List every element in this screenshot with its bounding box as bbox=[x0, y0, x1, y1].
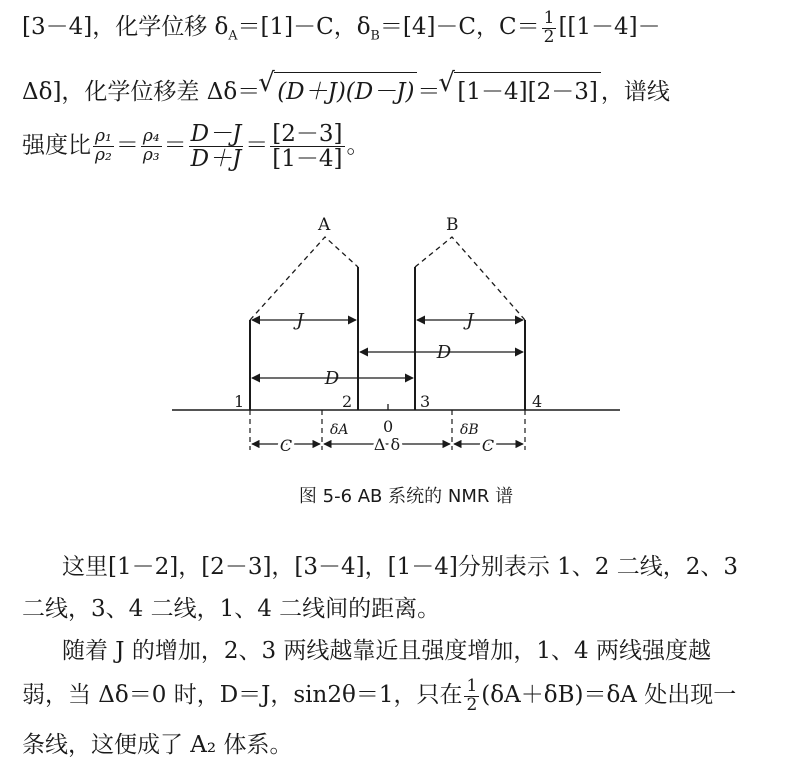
nmr-ab-diagram bbox=[160, 212, 640, 462]
label-D-upper: D bbox=[436, 342, 452, 363]
line-number-2: 2 bbox=[342, 392, 353, 411]
sqrt-expr-1: √ (D＋J)(D－J) bbox=[260, 72, 417, 106]
label-delta-A: δA bbox=[330, 422, 349, 438]
para2-line3: 随着 J 的增加，2、3 两线越靠近且强度增加，1、4 两线强度越 bbox=[62, 638, 711, 664]
para1-line3: 强度比 $\frac{\text{ρ₁}}{\text{ρ₂}}$ ＝ $\frac{\text{ρ₄}}{\text{ρ₃}}$ ＝ $\frac{D-J}{D+J}$ ＝ $\frac{[2-3]}{[1-4]}$ 。 bbox=[22, 121, 370, 173]
label-delta-B: δB bbox=[460, 422, 479, 438]
fraction-half: $\frac{1}{2}$ bbox=[543, 7, 555, 47]
para2-line1: 这里[1－2]，[2－3]，[3－4]，[1－4]分别表示 1、2 二线，2、3 bbox=[62, 554, 739, 580]
line-number-1: 1 bbox=[234, 392, 245, 411]
para2-line2: 二线，3、4 二线，1、4 二线间的距离。 bbox=[22, 596, 441, 622]
para1-line2: Δδ]，化学位移差 Δδ＝√ (D＋J)(D－J) ＝√ [1－4][2－3] ，谱线 bbox=[22, 72, 812, 106]
fraction-dj: $\frac{D-J}{D+J}$ bbox=[190, 121, 242, 173]
fraction-rho43: $\frac{\text{ρ₄}}{\text{ρ₃}}$ bbox=[142, 126, 160, 166]
fraction-half-2: $\frac{1}{2}$ bbox=[466, 675, 478, 715]
center-zero: 0 bbox=[383, 417, 394, 436]
label-delta-delta: Δ δ bbox=[373, 435, 401, 454]
figure-caption: 图 5-6 AB 系统的 NMR 谱 bbox=[298, 486, 514, 507]
label-C-left: C bbox=[279, 436, 293, 455]
envelope-A bbox=[250, 237, 358, 320]
label-J-left: J bbox=[296, 310, 304, 331]
envelope-B bbox=[415, 237, 525, 320]
sqrt-expr-2: √ [1－4][2－3] bbox=[440, 72, 600, 106]
line-number-3: 3 bbox=[420, 392, 431, 411]
label-D-lower: D bbox=[324, 368, 340, 389]
label-C-right: C bbox=[481, 436, 495, 455]
label-J-right: J bbox=[466, 310, 474, 331]
para2-line4: 弱，当 Δδ＝0 时，D＝J，sin2θ＝1，只在 $\frac{1}{2}$ (δA＋δB)＝δA 处出现一 bbox=[22, 675, 737, 715]
peak-label-B: B bbox=[446, 215, 459, 235]
line-number-4: 4 bbox=[532, 392, 543, 411]
para1-line1: [3－4]，化学位移 $\delta_A=[1]-C$，$\delta_B=[4]-C$，C＝ $\frac{1}{2}$ [[1－4]－ bbox=[22, 7, 661, 47]
para2-line5: 条线，这便成了 A₂ 体系。 bbox=[22, 732, 293, 758]
fraction-rho12: $\frac{\text{ρ₁}}{\text{ρ₂}}$ bbox=[95, 126, 112, 166]
peak-label-A: A bbox=[318, 215, 331, 235]
fraction-distances: $\frac{[2-3]}{[1-4]}$ bbox=[272, 121, 343, 173]
